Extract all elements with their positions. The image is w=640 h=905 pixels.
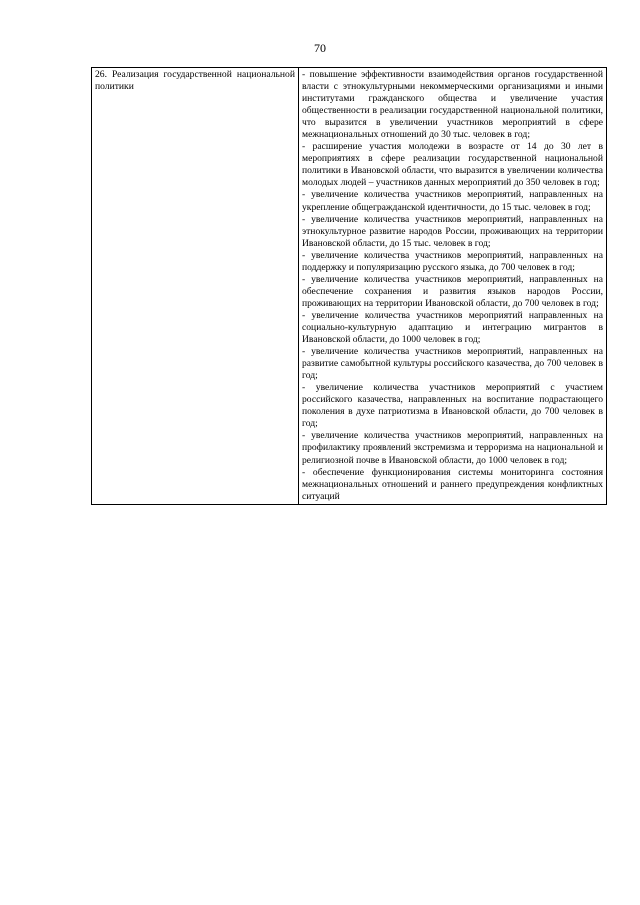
- outcome-item: - увеличение количества участников мероприятий, направленных на профилактику проявлений экстремизма и терроризма на национальной и религиозной почве в Ивановской области, до 1000 человек в год;: [302, 430, 603, 466]
- table-row: [92, 68, 607, 505]
- outcome-item: - увеличение количества участников мероприятий, направленных на этнокультурное развитие народов России, проживающих на территории Ивановской области, до 15 тыс. человек в год;: [302, 213, 603, 249]
- outcome-item: - расширение участия молодежи в возрасте от 14 до 30 лет в мероприятиях в сфере реализации государственной национальной политики в Ивановской области, что выразится в увеличении количества молодых людей – участников данных мероприятий до 350 человек в год;: [302, 141, 603, 189]
- outcome-item: - повышение эффективности взаимодействия органов государственной власти с этнокультурными некоммерческими организациями и иными институтами гражданского общества и увеличение участия общественности в реализации государственной национальной политики, что выразится в увеличении участников мероприятий в сфере межнациональных отношений до 30 тыс. человек в год;: [302, 69, 603, 141]
- outcome-item: - увеличение количества участников мероприятий, направленных на развитие самобытной культуры российского казачества, до 700 человек в год;: [302, 346, 603, 382]
- program-table: [91, 67, 607, 505]
- outcome-item: - увеличение количества участников мероприятий, направленных на поддержку и популяризацию русского языка, до 700 человек в год;: [302, 249, 603, 273]
- outcome-item: - увеличение количества участников мероприятий, направленных на обеспечение сохранения и развития языков народов России, проживающих на территории Ивановской области, до 700 человек в год;: [302, 273, 603, 309]
- outcome-item: - обеспечение функционирования системы мониторинга состояния межнациональных отношений и раннего предупреждения конфликтных ситуаций: [302, 466, 603, 502]
- outcome-item: - увеличение количества участников мероприятий с участием российского казачества, направленных на воспитание подрастающего поколения в духе патриотизма в Ивановской области, до 700 человек в год;: [302, 382, 603, 430]
- program-title-cell: 26. Реализация государственной национальной политики: [92, 68, 299, 505]
- outcome-item: - увеличение количества участников мероприятий направленных на социально-культурную адаптацию и интеграцию мигрантов в Ивановской области, до 1000 человек в год;: [302, 309, 603, 346]
- expected-results-cell: [299, 68, 607, 505]
- outcome-item: - увеличение количества участников мероприятий, направленных на укрепление общегражданской идентичности, до 15 тыс. человек в год;: [302, 189, 603, 213]
- page-number: 70: [314, 41, 326, 55]
